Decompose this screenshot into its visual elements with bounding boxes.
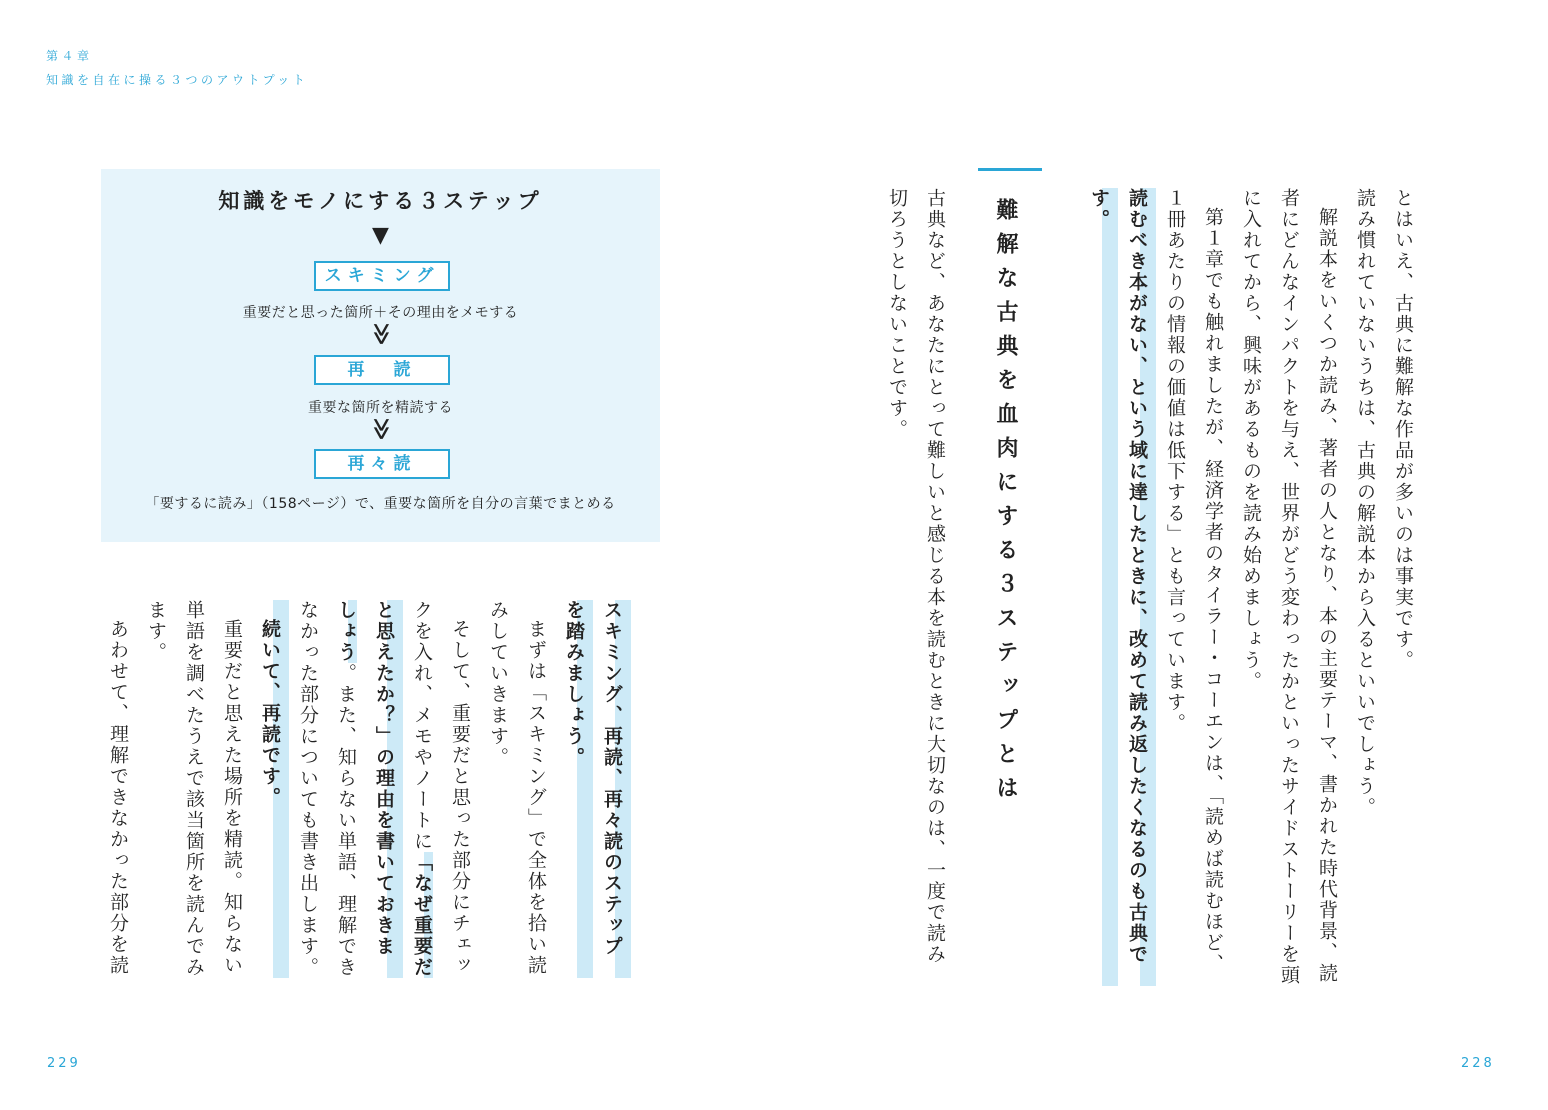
step-desc-skimming: 重要だと思った箇所＋その理由をメモする	[242, 305, 519, 321]
text-column: なかった部分についても書き出します。	[297, 600, 319, 978]
section-heading: 難解な古典を血肉にする３ステップとは	[993, 198, 1018, 810]
text-column: みしていきます。	[487, 600, 509, 768]
step-desc-reread: 重要な箇所を精読する	[308, 400, 453, 416]
text-column: 解説本をいくつか読み、著者の人となり、本の主要テーマ、書かれた時代背景、読	[1316, 207, 1338, 984]
text-column: まずは「スキミング」で全体を拾い読	[525, 619, 547, 976]
text-column: 読み慣れていないうちは、古典の解説本から入るといいでしょう。	[1354, 188, 1376, 818]
text-column	[403, 600, 441, 978]
running-head	[46, 44, 308, 92]
right-page-text	[1080, 188, 1422, 986]
text-column: そして、重要だと思った部分にチェッ	[449, 619, 471, 976]
text-column: とはいえ、古典に難解な作品が多いのは事実です。	[1392, 188, 1414, 671]
text-column: ます。	[145, 600, 167, 663]
bold-highlight-column: と思えたか？」の理由を書いておきま	[365, 600, 403, 978]
chapter-label: 第４章	[46, 49, 93, 63]
bold-highlight-column: 続いて、再読です。	[251, 600, 289, 978]
bold-highlight-column: スキミング、再読、再々読のステップ	[593, 600, 631, 978]
step-box-skimming: スキミング	[314, 261, 450, 291]
step-desc-rereread: 「要するに読み」（158ページ）で、重要な箇所を自分の言葉でまとめる	[145, 496, 616, 512]
chapter-title: 知識を自在に操る３つのアウトプット	[46, 73, 309, 87]
bold-highlight-column: す。	[1080, 188, 1118, 986]
text-column: 者にどんなインパクトを与え、世界がどう変わったかといったサイドストーリーを頭	[1278, 188, 1300, 986]
text-column: 第１章でも触れましたが、経済学者のタイラー・コーエンは、「読めば読むほど、	[1202, 207, 1224, 975]
text-column: １冊あたりの情報の価値は低下する」とも言っています。	[1164, 188, 1186, 734]
bold-highlight-run: しょう	[335, 600, 357, 663]
three-steps-figure	[101, 169, 660, 542]
text-column: 重要だと思えた場所を精読。知らない	[221, 619, 243, 976]
step-box-reread: 再 読	[314, 355, 450, 385]
text-run: クを入れ、メモやノートに	[411, 600, 433, 852]
text-column: 切ろうとしないことです。	[886, 188, 908, 440]
figure-title: 知識をモノにする３ステップ	[218, 189, 543, 213]
page-number-left: 229	[47, 1056, 81, 1071]
left-page-text	[99, 600, 631, 978]
bold-highlight-column: 読むべき本がない、という域に達したときに、改めて読み返したくなるのも古典で	[1118, 188, 1156, 986]
text-run: 。また、知らない単語、理解でき	[335, 663, 357, 978]
text-column: に入れてから、興味があるものを読み始めましょう。	[1240, 188, 1262, 692]
text-column: 単語を調べたうえで該当箇所を読んでみ	[183, 600, 205, 978]
right-page-text-2	[878, 188, 954, 965]
bold-highlight-column: を踏みましょう。	[555, 600, 593, 978]
text-column: 古典など、あなたにとって難しいと感じる本を読むときに大切なのは、一度で読み	[924, 188, 946, 965]
down-triangle-icon: ▼	[372, 223, 389, 248]
text-column	[327, 600, 365, 978]
text-column: あわせて、理解できなかった部分を読	[107, 619, 129, 976]
heading-rule	[978, 168, 1042, 171]
double-chevron-down-icon: ≫	[368, 322, 394, 346]
step-box-rereread: 再々読	[314, 449, 450, 479]
page-number-right: 228	[1461, 1056, 1495, 1071]
bold-highlight-run: 「なぜ重要だ	[411, 852, 433, 978]
double-chevron-down-icon: ≫	[368, 417, 394, 441]
